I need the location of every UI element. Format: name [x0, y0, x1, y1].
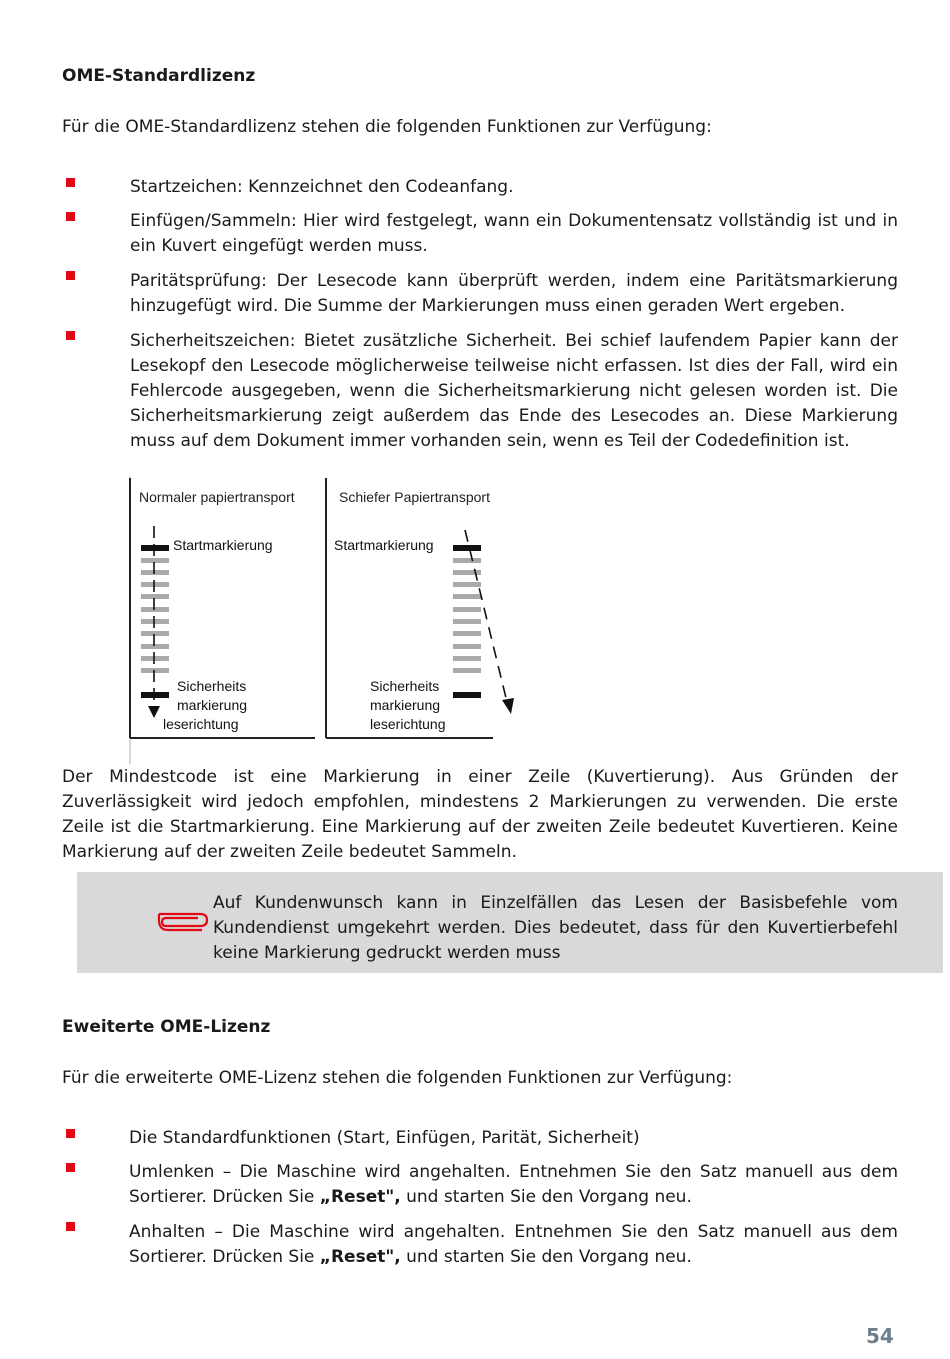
left-panel-title: Normaler papiertransport [139, 489, 295, 505]
bullet-text-anhalten-part: Anhalten – Die Maschine wird angehalten. Entnehmen Sie den Satz manuell aus dem Sortierer. Drücken Sie [129, 1222, 898, 1267]
bullet-text-standardfunktionen: Die Standardfunktionen (Start, Einfügen, Parität, Sicherheit) [129, 1128, 640, 1148]
bullet-text-umlenken-part: und starten Sie den Vorgang neu. [400, 1187, 692, 1207]
ome-diagram [125, 476, 525, 766]
right-start-label: Startmarkierung [334, 537, 434, 553]
left-sec-label-1: Sicherheits [177, 678, 247, 694]
section-intro-standard: Für die OME-Standardlizenz stehen die folgenden Funktionen zur Verfügung: [62, 117, 712, 137]
bullet-marker [66, 178, 75, 187]
right-mark-column [453, 530, 514, 714]
right-sec-label-2: markierung [370, 697, 441, 713]
left-mark-column [141, 526, 169, 718]
bullet-text-einfuegen: Einfügen/Sammeln: Hier wird festgelegt, wann ein Dokumentensatz vollständig ist und in ein Kuvert eingefügt werden muss. [130, 211, 898, 256]
right-sec-label-3: leserichtung [370, 716, 446, 732]
bullet-text-sicherheit: Sicherheitszeichen: Bietet zusätzliche Sicherheit. Bei schief laufendem Papier kann der Lesekopf den Lesecode möglicherweise teilweise nicht erfassen. Ist dies der Fall, wird ein Fehlercode ausgegeben, wenn die Sicherheitsmarkierung nicht gelesen worden ist. Die Sicherheitsmarkierung zeigt außerdem das Ende des Lesecodes an. Diese Markierung muss auf dem Dokument immer vorhanden sein, wenn es Teil der Codedefinition ist. [130, 331, 898, 451]
bullet-marker [66, 271, 75, 280]
bullet-marker [66, 1222, 75, 1231]
bullet-marker [66, 1163, 75, 1172]
bullet-marker [66, 331, 75, 340]
right-panel-title: Schiefer Papiertransport [339, 489, 490, 505]
left-sec-label-2: markierung [177, 697, 248, 713]
right-sec-label-1: Sicherheits [370, 678, 440, 694]
section-intro-extended: Für die erweiterte OME-Lizenz stehen die folgenden Funktionen zur Verfügung: [62, 1068, 733, 1088]
bullet-marker [66, 1129, 75, 1138]
bullet-text-umlenken-part: Umlenken – Die Maschine wird angehalten. Entnehmen Sie den Satz manuell aus dem Sortierer. Drücken Sie [129, 1162, 898, 1207]
section-heading-extended: Eweiterte OME-Lizenz [62, 1017, 271, 1037]
reset-emphasis: „Reset", [319, 1187, 401, 1207]
bullet-text-anhalten-part: und starten Sie den Vorgang neu. [400, 1247, 692, 1267]
left-start-label: Startmarkierung [173, 537, 273, 553]
bullet-text-startzeichen: Startzeichen: Kennzeichnet den Codeanfang. [130, 177, 514, 197]
bullet-text-umlenken [129, 1160, 898, 1210]
left-sec-label-3: leserichtung [163, 716, 239, 732]
note-text: Auf Kundenwunsch kann in Einzelfällen das Lesen der Basisbefehle vom Kundendienst umgekehrt werden. Dies bedeutet, dass für den Kuvertierbefehl keine Markierung gedruckt werden muss [213, 893, 898, 963]
section-heading-standard: OME-Standardlizenz [62, 66, 256, 86]
paperclip-icon [156, 906, 210, 934]
mindestcode-paragraph: Der Mindestcode ist eine Markierung in einer Zeile (Kuvertierung). Aus Gründen der Zuverlässigkeit wird jedoch empfohlen, mindestens 2 Markierungen zu verwenden. Die erste Zeile ist die Startmarkierung. Eine Markierung auf der zweiten Zeile bedeutet Kuvertieren. Keine Markierung auf der zweiten Zeile bedeutet Sammeln. [62, 767, 898, 862]
reset-emphasis: „Reset", [319, 1247, 401, 1267]
bullet-text-paritaet: Paritätsprüfung: Der Lesecode kann überprüft werden, indem eine Paritätsmarkierung hinzugefügt wird. Die Summe der Markierungen muss einen geraden Wert ergeben. [130, 271, 898, 316]
page-number: 54 [866, 1324, 894, 1348]
bullet-marker [66, 212, 75, 221]
bullet-text-anhalten [129, 1220, 898, 1270]
